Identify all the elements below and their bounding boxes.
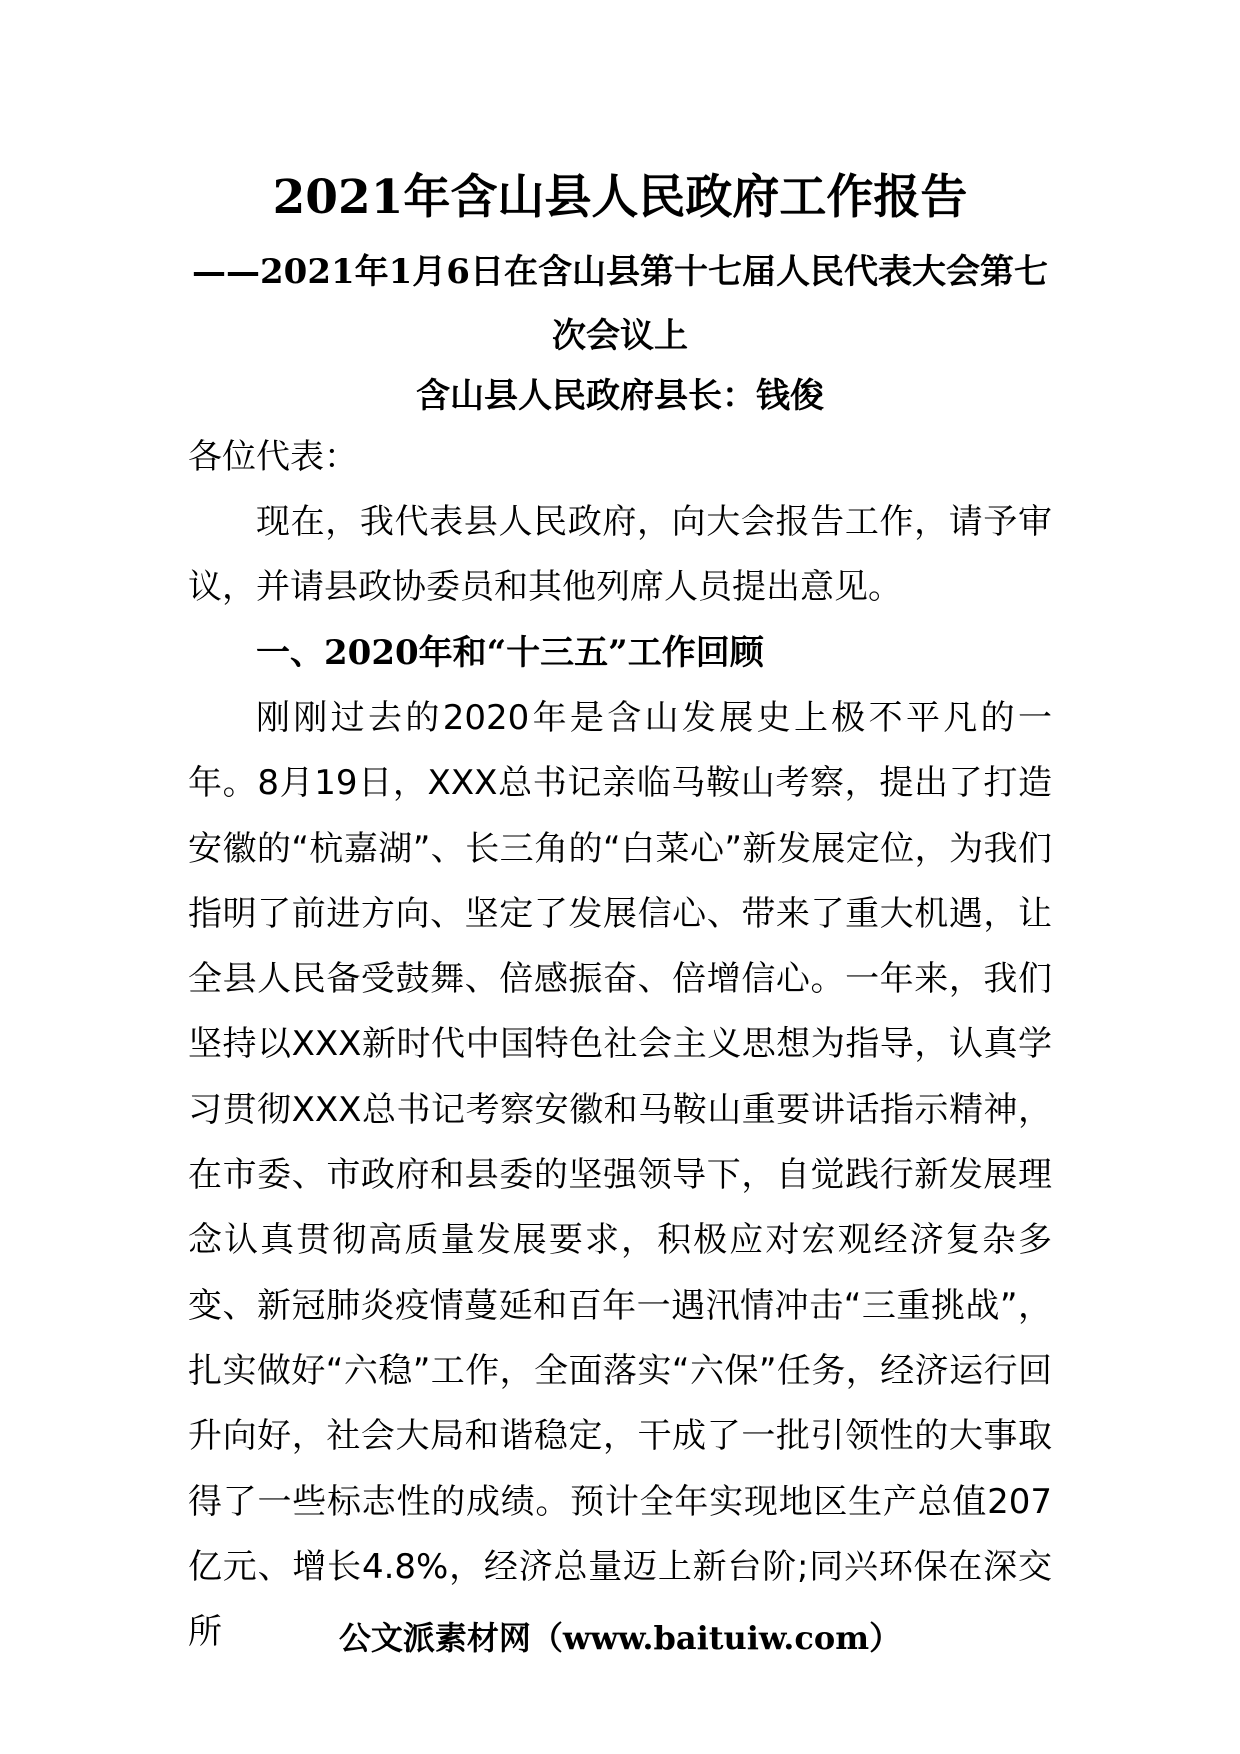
document-author: 含山县人民政府县长：钱俊 <box>416 376 824 416</box>
section-heading: 一、2020年和“十三五”工作回顾 <box>256 633 764 673</box>
footer-watermark: 公文派素材网（www.baituiw.com） <box>338 1619 902 1657</box>
document-title: 2021年含山县人民政府工作报告 <box>272 170 968 225</box>
section-paragraph: 刚刚过去的2020年是含山发展史上极不平凡的一年。8月19日，XXX总书记亲临马鞍山考察，提出了打造安徽的“杭嘉湖”、长三角的“白菜心”新发展定位，为我们指明了前进方向、坚定了发展信心、带来了重大机遇，让全县人民备受鼓舞、倍感振奋、倍增信心。一年来，我们坚持以XXX新时代中国特色社会主义思想为指导，认真学习贯彻XXX总书记考察安徽和马鞍山重要讲话指示精神，在市委、市政府和县委的坚强领导下，自觉践行新发展理念认真贯彻高质量发展要求，积极应对宏观经济复杂多变、新冠肺炎疫情蔓延和百年一遇汛情冲击“三重挑战”，扎实做好“六稳”工作，全面落实“六保”任务，经济运行回升向好，社会大局和谐稳定，干成了一批引领性的大事取得了一些标志性的成绩。预计全年实现地区生产总值207亿元、增长4.8%，经济总量迈上新台阶;同兴环保在深交所 <box>188 698 1052 1653</box>
document-subtitle: ——2021年1月6日在含山县第十七届人民代表大会第七次会议上 <box>192 252 1048 356</box>
salutation: 各位代表： <box>188 437 358 477</box>
intro-paragraph: 现在，我代表县人民政府，向大会报告工作，请予审议，并请县政协委员和其他列席人员提出意见。 <box>188 502 1052 608</box>
